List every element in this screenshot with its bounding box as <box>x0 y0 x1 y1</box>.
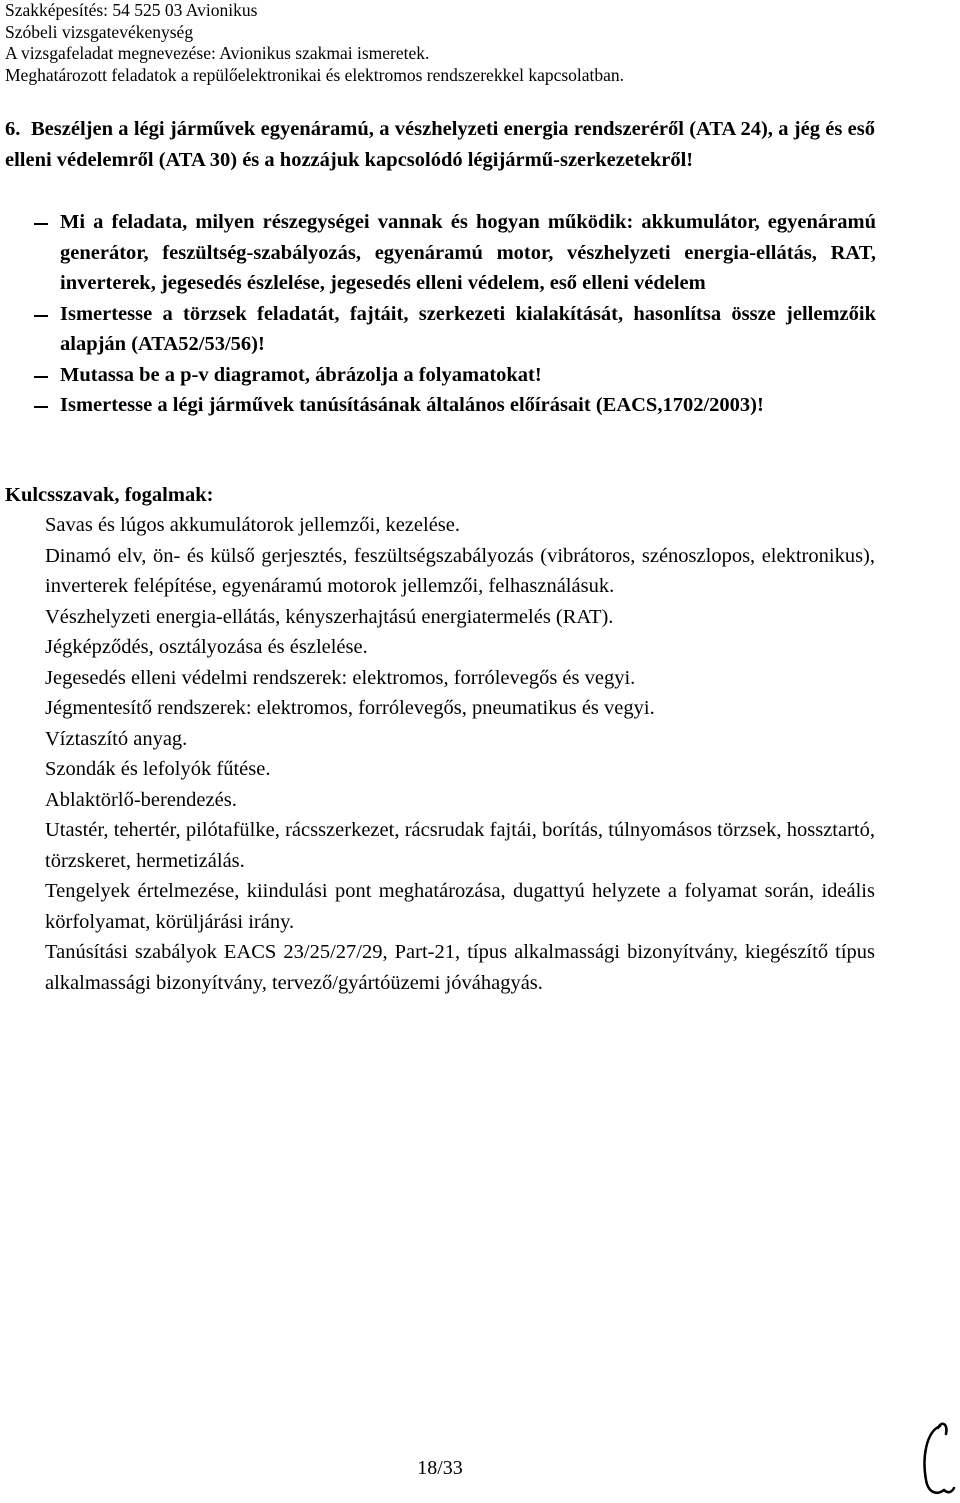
question-number: 6. <box>5 118 21 140</box>
keyword-item: Jégmentesítő rendszerek: elektromos, forrólevegős, pneumatikus és vegyi. <box>45 697 655 719</box>
bullet-item <box>34 390 876 421</box>
bullet-text: Ismertesse a légi járművek tanúsításának általános előírásait (EACS,1702/2003)! <box>60 394 764 416</box>
keywords-list <box>45 510 875 998</box>
header-task-name: A vizsgafeladat megnevezése: Avionikus szakmai ismeretek. <box>5 43 430 63</box>
bullet-text: Mutassa be a p-v diagramot, ábrázolja a folyamatokat! <box>60 363 542 386</box>
keyword-item: Ablaktörlő-berendezés. <box>45 788 237 811</box>
dash-bullet-icon <box>34 406 48 408</box>
dash-bullet-icon <box>34 223 48 225</box>
bullet-text: Ismertesse a törzsek feladatát, fajtáit, szerkezeti kialakítását, hasonlítsa össze jellemzőik alapján (ATA52/53/56)! <box>60 302 876 355</box>
question-bullet-list <box>34 207 876 421</box>
bullet-text: Mi a feladata, milyen részegységei vannak és hogyan működik: akkumulátor, egyenáramú generátor, feszültség-szabályozás, egyenáramú motor, vészhelyzeti energia-ellátás, RAT, inverterek, jegesedés észlelése, jegesedés elleni védelem, eső elleni védelem <box>60 211 876 294</box>
keyword-item: Szondák és lefolyók fűtése. <box>45 758 271 780</box>
header-task-scope: Meghatározott feladatok a repülőelektronikai és elektromos rendszerekkel kapcsolatban. <box>5 64 625 85</box>
header-qualification: Szakképesítés: 54 525 03 Avionikus <box>5 0 258 20</box>
dash-bullet-icon <box>34 315 48 317</box>
header-exam-activity: Szóbeli vizsgatevékenység <box>5 21 194 42</box>
handwritten-signature <box>918 1418 956 1500</box>
keyword-item: Tanúsítási szabályok EACS 23/25/27/29, Part-21, típus alkalmassági bizonyítvány, kiegészítő típus alkalmassági bizonyítvány, tervező/gyártóüzemi jóváhagyás. <box>45 941 875 994</box>
dash-bullet-icon <box>34 376 48 378</box>
bullet-item <box>34 207 876 299</box>
keyword-item: Víztaszító anyag. <box>45 727 188 750</box>
bullet-item <box>34 360 876 391</box>
keyword-item: Jégképződés, osztályozása és észlelése. <box>45 636 368 658</box>
keyword-item: Dinamó elv, ön- és külső gerjesztés, feszültségszabályozás (vibrátoros, szénoszlopos, elektronikus), inverterek felépítése, egyenáramú motorok jellemzői, felhasználásuk. <box>45 544 875 597</box>
keyword-item: Jegesedés elleni védelmi rendszerek: elektromos, forrólevegős és vegyi. <box>45 666 636 689</box>
question-text: Beszéljen a légi járművek egyenáramú, a vészhelyzeti energia rendszeréről (ATA 24), a jég és eső elleni védelemről (ATA 30) és a hozzájuk kapcsolódó légijármű-szerkezetekről! <box>5 118 875 171</box>
question-heading <box>5 114 875 175</box>
keywords-heading: Kulcsszavak, fogalmak: <box>5 484 214 506</box>
page-header <box>5 0 624 86</box>
keyword-item: Vészhelyzeti energia-ellátás, kényszerhajtású energiatermelés (RAT). <box>45 605 614 628</box>
page-number: 18/33 <box>417 1457 463 1479</box>
keyword-item: Tengelyek értelmezése, kiindulási pont meghatározása, dugattyú helyzete a folyamat során, ideális körfolyamat, körüljárási irány. <box>45 880 875 933</box>
keyword-item: Utastér, tehertér, pilótafülke, rácsszerkezet, rácsrudak fajtái, borítás, túlnyomásos törzsek, hossztartó, törzskeret, hermetizálás. <box>45 819 875 872</box>
bullet-item <box>34 299 876 360</box>
keyword-item: Savas és lúgos akkumulátorok jellemzői, kezelése. <box>45 514 461 536</box>
